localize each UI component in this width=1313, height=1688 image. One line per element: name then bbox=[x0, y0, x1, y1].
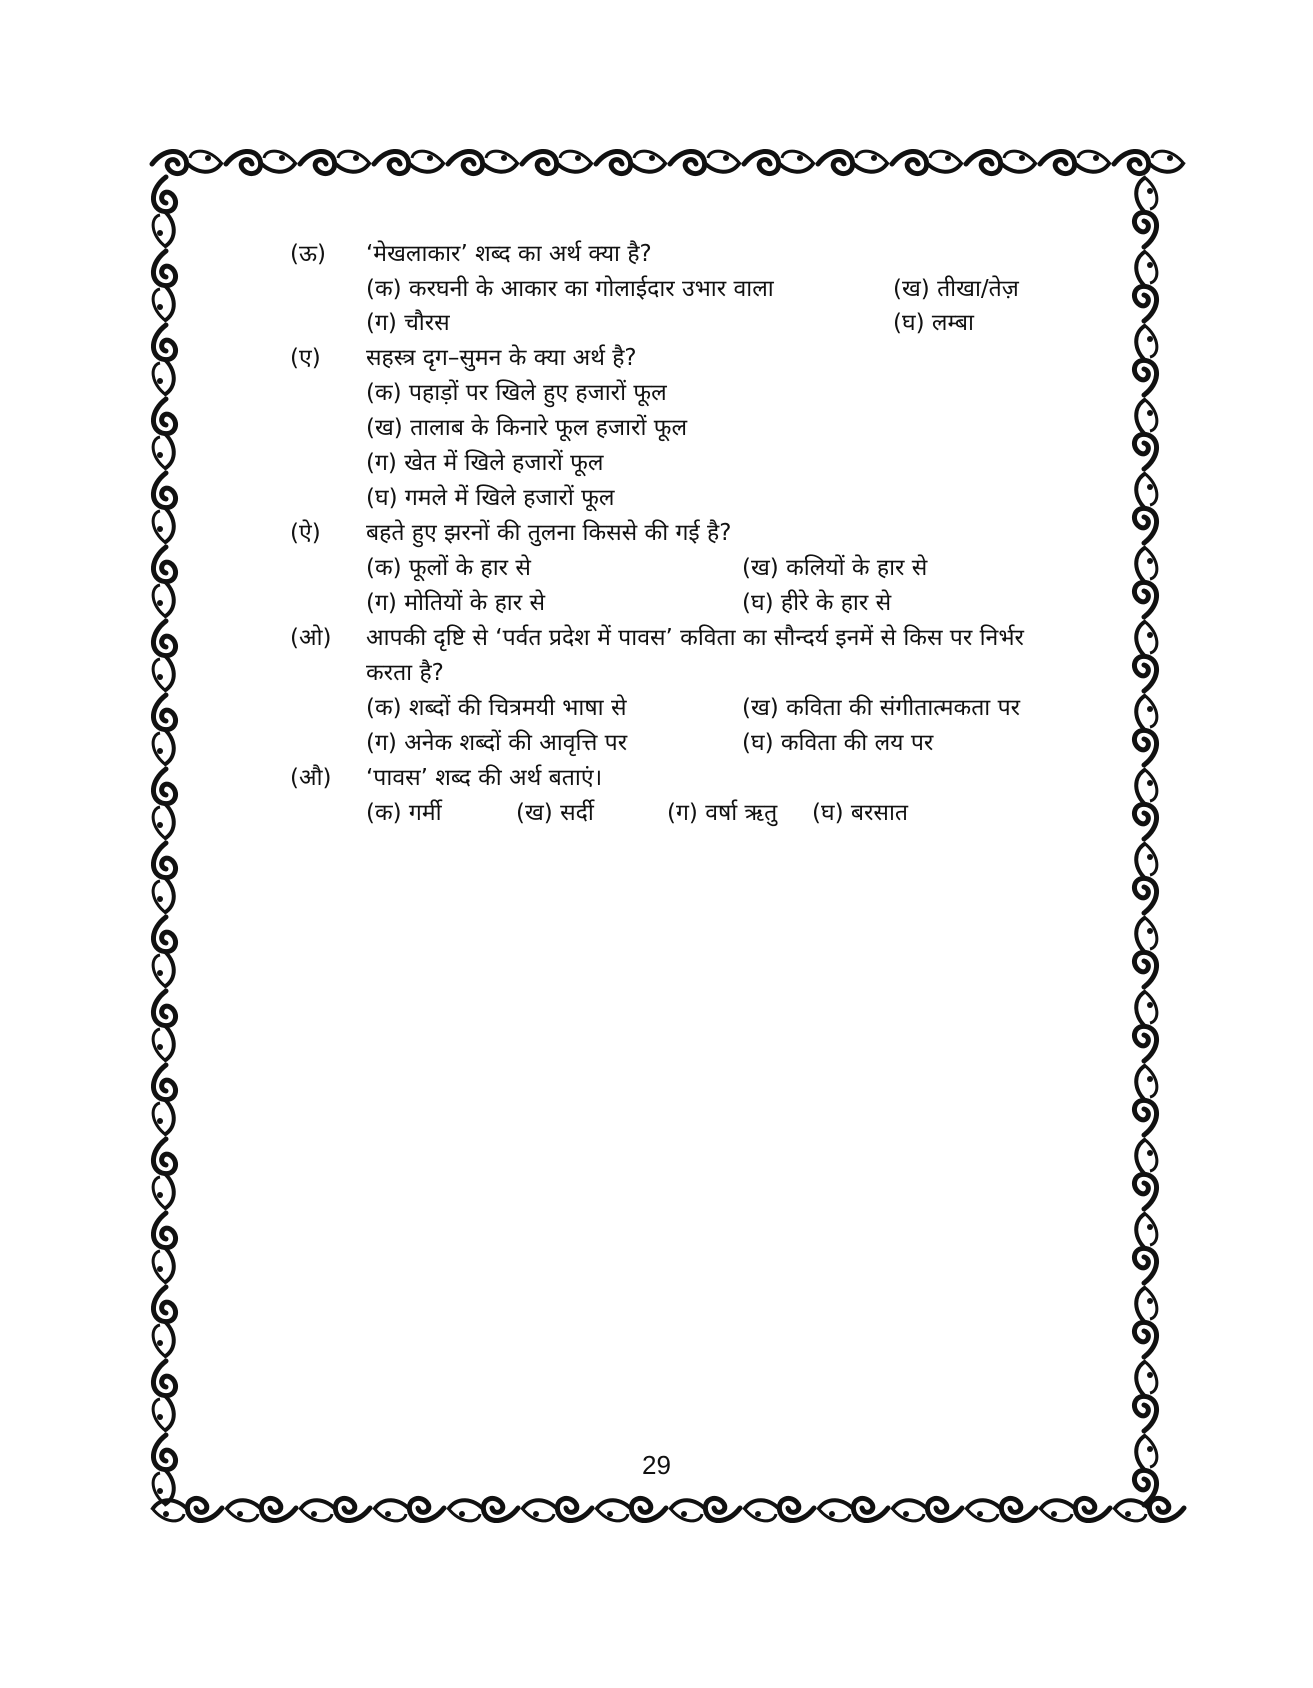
border-ornament bbox=[374, 151, 444, 173]
answer-option: (क) फूलों के हार से bbox=[366, 555, 531, 581]
border-ornament bbox=[670, 151, 740, 173]
border-ornament bbox=[153, 399, 175, 469]
answer-option: (घ) कविता की लय पर bbox=[742, 730, 934, 756]
border-ornament bbox=[1134, 1361, 1156, 1431]
border-ornament bbox=[522, 151, 592, 173]
question-number: (ओ) bbox=[290, 625, 332, 651]
border-ornament bbox=[153, 991, 175, 1061]
border-ornament bbox=[153, 325, 175, 395]
border-ornament bbox=[1040, 151, 1110, 173]
border-ornament bbox=[226, 151, 296, 173]
question-text: ‘मेखलाकार’ शब्द का अर्थ क्या है? bbox=[366, 241, 652, 267]
border-ornament bbox=[153, 473, 175, 543]
answer-option: (ग) अनेक शब्दों की आवृत्ति पर bbox=[366, 730, 628, 756]
border-ornament bbox=[153, 1213, 175, 1283]
border-ornament bbox=[1134, 1065, 1156, 1135]
question-text: करता है? bbox=[366, 660, 444, 686]
border-ornament bbox=[1134, 695, 1156, 765]
border-ornament bbox=[1134, 1139, 1156, 1209]
question-text: आपकी दृष्टि से ‘पर्वत प्रदेश में पावस’ कविता का सौन्दर्य इनमें से किस पर निर्भर bbox=[366, 625, 1024, 651]
border-ornament bbox=[1134, 1287, 1156, 1357]
answer-option: (घ) हीरे के हार से bbox=[742, 590, 892, 616]
border-ornament bbox=[892, 151, 962, 173]
border-ornament bbox=[153, 177, 175, 247]
border-ornament bbox=[596, 151, 666, 173]
border-ornament bbox=[374, 1498, 444, 1520]
border-ornament bbox=[1040, 1498, 1110, 1520]
answer-option: (क) गर्मी bbox=[366, 800, 442, 826]
border-ornament bbox=[153, 1065, 175, 1135]
border-ornament bbox=[966, 1498, 1036, 1520]
border-ornament bbox=[153, 917, 175, 987]
answer-option: (ख) सर्दी bbox=[516, 800, 594, 826]
border-ornament bbox=[1134, 1213, 1156, 1283]
border-ornament bbox=[1134, 325, 1156, 395]
answer-option: (ग) चौरस bbox=[366, 310, 450, 336]
answer-option: (ख) तीखा/तेज़ bbox=[893, 276, 1019, 302]
border-ornament bbox=[744, 151, 814, 173]
border-ornament bbox=[1134, 399, 1156, 469]
border-ornament bbox=[1134, 473, 1156, 543]
border-ornament bbox=[226, 1498, 296, 1520]
answer-option: (ख) कलियों के हार से bbox=[742, 555, 928, 581]
border-ornament bbox=[1134, 991, 1156, 1061]
question-text: बहते हुए झरनों की तुलना किससे की गई है? bbox=[366, 520, 732, 546]
question-number: (ऊ) bbox=[290, 241, 327, 267]
border-ornament bbox=[818, 1498, 888, 1520]
border-ornament bbox=[153, 843, 175, 913]
border-ornament bbox=[153, 1139, 175, 1209]
border-ornament bbox=[744, 1498, 814, 1520]
question-text: सहस्त्र दृग–सुमन के क्या अर्थ है? bbox=[366, 345, 637, 371]
border-ornament bbox=[1134, 843, 1156, 913]
answer-option: (घ) लम्बा bbox=[893, 310, 975, 336]
border-ornament bbox=[1134, 621, 1156, 691]
border-ornament bbox=[153, 695, 175, 765]
border-ornament bbox=[153, 1361, 175, 1431]
border-ornament bbox=[1134, 251, 1156, 321]
page-number: 29 bbox=[642, 1450, 671, 1480]
answer-option: (ख) तालाब के किनारे फूल हजारों फूल bbox=[366, 415, 688, 441]
answer-option: (ग) वर्षा ऋतु bbox=[667, 800, 778, 826]
border-ornament bbox=[153, 251, 175, 321]
answer-option: (क) शब्दों की चित्रमयी भाषा से bbox=[366, 695, 627, 721]
border-ornament bbox=[1114, 151, 1184, 173]
border-ornament bbox=[153, 769, 175, 839]
border-ornament bbox=[153, 621, 175, 691]
border-ornament bbox=[300, 151, 370, 173]
border-ornament bbox=[596, 1498, 666, 1520]
answer-option: (ख) कविता की संगीतात्मकता पर bbox=[742, 695, 1021, 721]
border-ornament bbox=[1134, 917, 1156, 987]
answer-option: (क) करघनी के आकार का गोलाईदार उभार वाला bbox=[366, 276, 774, 302]
border-ornament bbox=[153, 547, 175, 617]
question-text: ‘पावस’ शब्द की अर्थ बताएं। bbox=[366, 765, 603, 791]
question-number: (औ) bbox=[290, 765, 332, 791]
border-ornament bbox=[892, 1498, 962, 1520]
answer-option: (घ) गमले में खिले हजारों फूल bbox=[366, 485, 615, 511]
border-ornament bbox=[1134, 769, 1156, 839]
border-ornament bbox=[300, 1498, 370, 1520]
border-ornament bbox=[1134, 547, 1156, 617]
border-ornament bbox=[448, 151, 518, 173]
question-number: (ए) bbox=[290, 345, 321, 371]
question-number: (ऐ) bbox=[290, 520, 321, 546]
border-ornament bbox=[152, 151, 222, 173]
border-ornament bbox=[670, 1498, 740, 1520]
border-ornament bbox=[1134, 177, 1156, 247]
border-ornament bbox=[818, 151, 888, 173]
answer-option: (ग) खेत में खिले हजारों फूल bbox=[366, 450, 604, 476]
border-ornament bbox=[448, 1498, 518, 1520]
border-ornament bbox=[153, 1287, 175, 1357]
border-ornament bbox=[522, 1498, 592, 1520]
answer-option: (घ) बरसात bbox=[812, 800, 909, 826]
answer-option: (क) पहाड़ों पर खिले हुए हजारों फूल bbox=[366, 380, 667, 406]
answer-option: (ग) मोतियों के हार से bbox=[366, 590, 546, 616]
border-ornament bbox=[966, 151, 1036, 173]
